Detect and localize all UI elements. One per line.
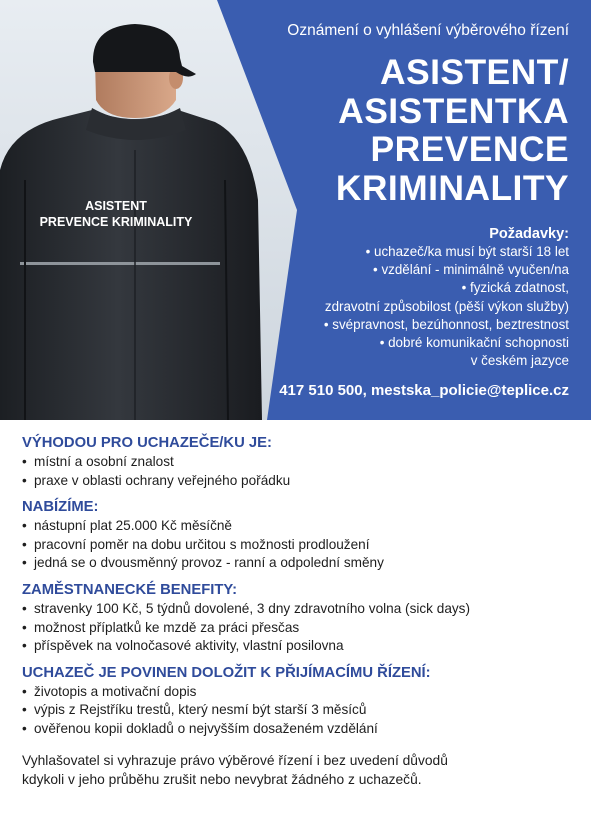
requirement-item: • uchazeč/ka musí být starší 18 let [229,243,569,261]
jacket-print-label [22,198,210,230]
list-item: • stravenky 100 Kč, 5 týdnů dovolené, 3 dny zdravotního volna (sick days) [22,600,577,619]
title-line: ASISTENT/ [379,52,569,92]
section-title-advantages: VÝHODOU PRO UCHAZEČE/KU JE: [22,435,272,451]
offer-list [22,517,577,573]
notice-heading: Oznámení o vyhlášení výběrového řízení [287,22,569,39]
section-title-documents: UCHAZEČ JE POVINEN DOLOŽIT K PŘIJÍMACÍMU ŘÍZENÍ: [22,664,431,681]
details-content [22,434,577,790]
advantages-list [22,453,577,490]
list-item: • nástupní plat 25.000 Kč měsíčně [22,517,577,536]
section-title-offer: NABÍZÍME: [22,499,99,516]
requirement-item: • dobré komunikační schopnosti [229,334,569,352]
contact-info[interactable]: 417 510 500, mestska_policie@teplice.cz [279,382,569,399]
title-line: KRIMINALITY [335,167,569,208]
list-item: • pracovní poměr na dobu určitou s možnosti prodloužení [22,536,577,555]
requirements-block [229,225,569,370]
jacket-print-line: PREVENCE KRIMINALITY [39,215,193,229]
disclaimer-line: kdykoli v jeho průběhu zrušit nebo nevybrat žádného z uchazečů. [22,772,422,788]
list-item: • životopis a motivační dopis [22,683,577,702]
jacket-print-line: ASISTENT [85,199,147,213]
requirement-item: zdravotní způsobilost (pěší výkon služby) [324,298,569,314]
list-item: • praxe v oblasti ochrany veřejného pořádku [22,472,577,491]
disclaimer-line: Vyhlašovatel si vyhrazuje právo výběrové řízení i bez uvedení důvodů [22,752,448,768]
requirement-item: • svépravnost, bezúhonnost, beztrestnost [229,316,569,334]
requirement-item: • vzdělání - minimálně vyučen/na [229,261,569,279]
requirements-title: Požadavky: [489,226,569,242]
list-item: • ověřenou kopii dokladů o nejvyšším dosaženém vzdělání [22,720,577,739]
job-title [239,53,569,207]
disclaimer [22,751,577,790]
section-title-benefits: ZAMĚSTNANECKÉ BENEFITY: [22,581,238,598]
list-item: • příspěvek na volnočasové aktivity, vlastní posilovna [22,637,577,656]
documents-list [22,683,577,739]
list-item: • jedná se o dvousměnný provoz - ranní a odpolední směny [22,554,577,573]
benefits-list [22,600,577,656]
list-item: • možnost příplatků ke mzdě za práci přesčas [22,619,577,638]
title-line: ASISTENTKA [338,90,569,131]
requirement-item: v českém jazyce [470,353,569,369]
list-item: • místní a osobní znalost [22,453,577,472]
title-line: PREVENCE [370,129,569,169]
requirement-item: • fyzická zdatnost, [229,279,569,297]
list-item: • výpis z Rejstříku trestů, který nesmí být starší 3 měsíců [22,701,577,720]
